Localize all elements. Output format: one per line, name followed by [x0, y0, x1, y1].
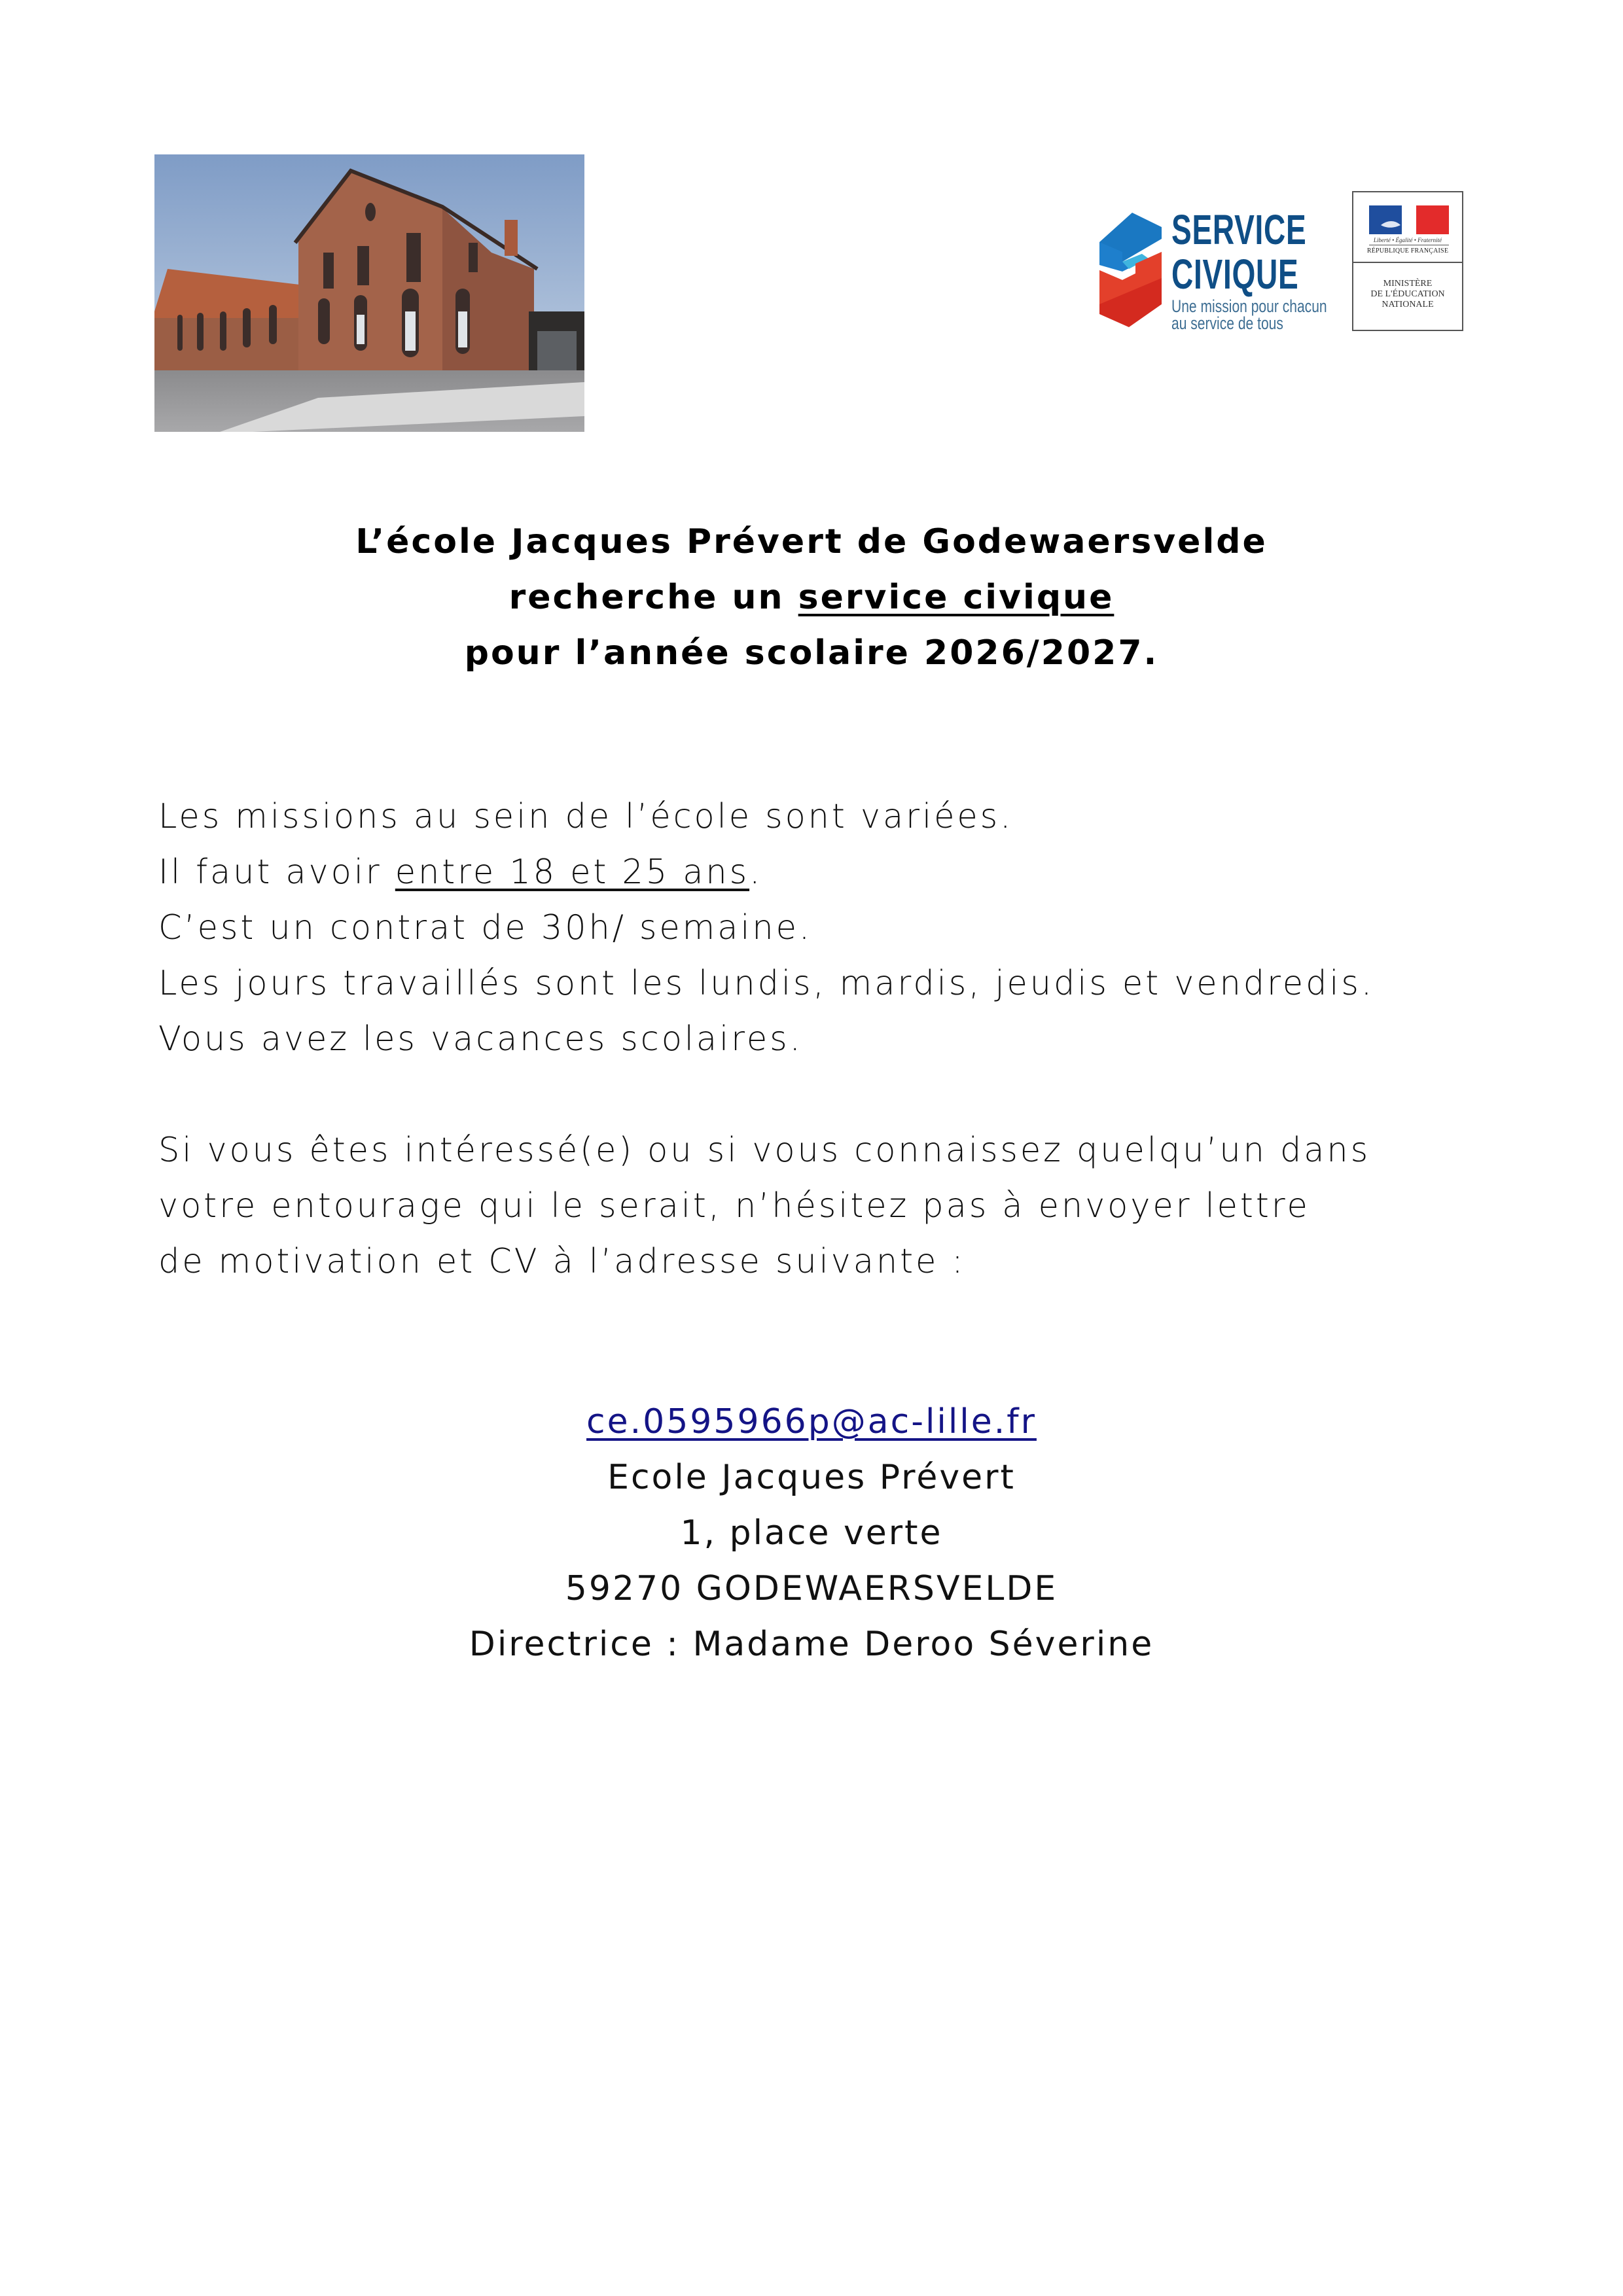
heading-line2 [0, 570, 1623, 626]
republique-francaise-label: RÉPUBLIQUE FRANÇAISE [1366, 247, 1449, 255]
ministry-line3: NATIONALE [1382, 300, 1434, 309]
service-civique-title-line1: SERVICE [1171, 206, 1307, 253]
contact-director: Directrice : Madame Deroo Séverine [469, 1625, 1154, 1664]
republic-motto: Liberté • Égalité • Fraternité [1373, 237, 1442, 243]
heading-line3: pour l’année scolaire 2026/2027. [464, 633, 1159, 673]
ministry-education-logo [1352, 191, 1463, 331]
details-line1: Les missions au sein de l’école sont variées. [158, 797, 1014, 836]
mission-details [158, 789, 1399, 1067]
heading-line2-prefix: recherche un [508, 578, 798, 617]
service-civique-logo [1090, 193, 1325, 337]
details-line4: Les jours travaillés sont les lundis, mardis, jeudis et vendredis. [158, 964, 1375, 1003]
contact-city: 59270 GODEWAERSVELDE [565, 1569, 1058, 1608]
service-civique-tagline-line1: Une mission pour chacun [1171, 296, 1327, 316]
details-line3: C’est un contrat de 30h/ semaine. [158, 908, 813, 947]
cta-line3: de motivation et CV à l’adresse suivante : [158, 1242, 966, 1281]
ministry-name [1353, 279, 1462, 310]
details-line5: Vous avez les vacances scolaires. [158, 1019, 803, 1059]
contact-school-name: Ecole Jacques Prévert [607, 1458, 1016, 1497]
ministry-line2: DE L'ÉDUCATION [1370, 289, 1445, 299]
contact-street: 1, place verte [680, 1513, 943, 1553]
school-photo [154, 154, 584, 432]
republique-francaise-block [1353, 192, 1462, 263]
details-line2-suffix: . [749, 853, 763, 892]
school-building-image [154, 154, 584, 432]
contact-email-link[interactable]: ce.0595966p@ac-lille.fr [586, 1402, 1037, 1441]
details-line2 [158, 845, 1374, 900]
contact-address [0, 1394, 1623, 1672]
contact-email-line [0, 1394, 1623, 1450]
age-requirement-underlined: entre 18 et 25 ans [395, 853, 750, 892]
application-instructions [158, 1123, 1395, 1290]
cta-line2: votre entourage qui le serait, n’hésitez pas à envoyer lettre [158, 1186, 1310, 1226]
details-line2-prefix: Il faut avoir [158, 853, 395, 892]
heading-line1: L’école Jacques Prévert de Godewaersvelde [355, 522, 1268, 561]
service-civique-tagline-line2: au service de tous [1171, 313, 1283, 333]
marianne-flag-icon [1369, 205, 1449, 234]
service-civique-s-icon [1096, 206, 1167, 330]
cta-line1: Si vous êtes intéressé(e) ou si vous connaissez quelqu’un dans [158, 1131, 1371, 1170]
ministry-line1: MINISTÈRE [1383, 279, 1433, 289]
heading-service-civique-underlined: service civique [798, 578, 1115, 617]
announcement-heading [0, 514, 1623, 681]
service-civique-title-line2: CIVIQUE [1171, 251, 1299, 298]
